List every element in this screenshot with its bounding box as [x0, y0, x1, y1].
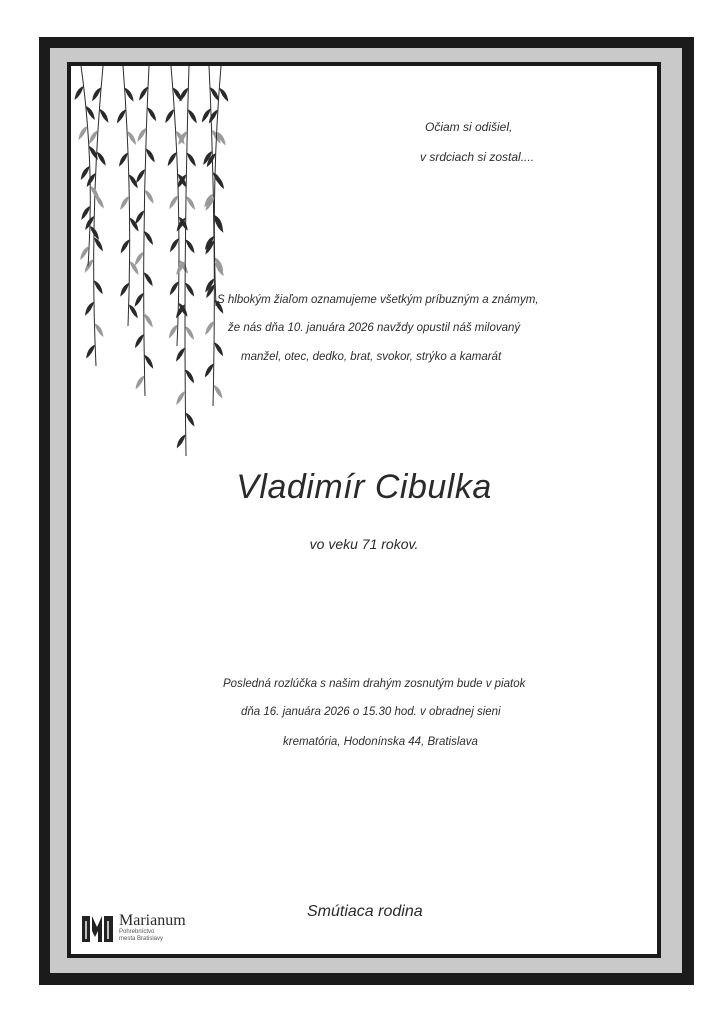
funeral-line-2: dňa 16. januára 2026 o 15.30 hod. v obradnej sieni [241, 706, 501, 718]
announcement-line-1: S hlbokým žiaľom oznamujeme všetkým príbuzným a známym, [217, 294, 539, 306]
marianum-logo [81, 913, 186, 943]
announcement-line-2: že nás dňa 10. januára 2026 navždy opustil náš milovaný [228, 322, 521, 334]
logo-subtitle-2: mesta Bratislavy [119, 936, 164, 942]
deceased-age: vo veku 71 rokov. [309, 536, 419, 552]
signature: Smútiaca rodina [307, 903, 423, 920]
marianum-logo-icon [81, 913, 115, 943]
quote-line-2: v srdciach si zostal.... [420, 150, 535, 164]
willow-branches-icon [71, 66, 251, 466]
logo-subtitle-1: Pohrebníctvo [119, 929, 155, 935]
obituary-card [71, 66, 657, 954]
funeral-line-3: krematória, Hodonínska 44, Bratislava [283, 736, 478, 748]
quote-line-1: Očiam si odišiel, [425, 120, 513, 134]
funeral-line-1: Posledná rozlúčka s našim drahým zosnutým bude v piatok [223, 678, 526, 690]
logo-name: Marianum [119, 912, 186, 929]
announcement-line-3: manžel, otec, dedko, brat, svokor, strýko a kamarát [241, 351, 502, 363]
deceased-name: Vladimír Cibulka [236, 468, 492, 506]
